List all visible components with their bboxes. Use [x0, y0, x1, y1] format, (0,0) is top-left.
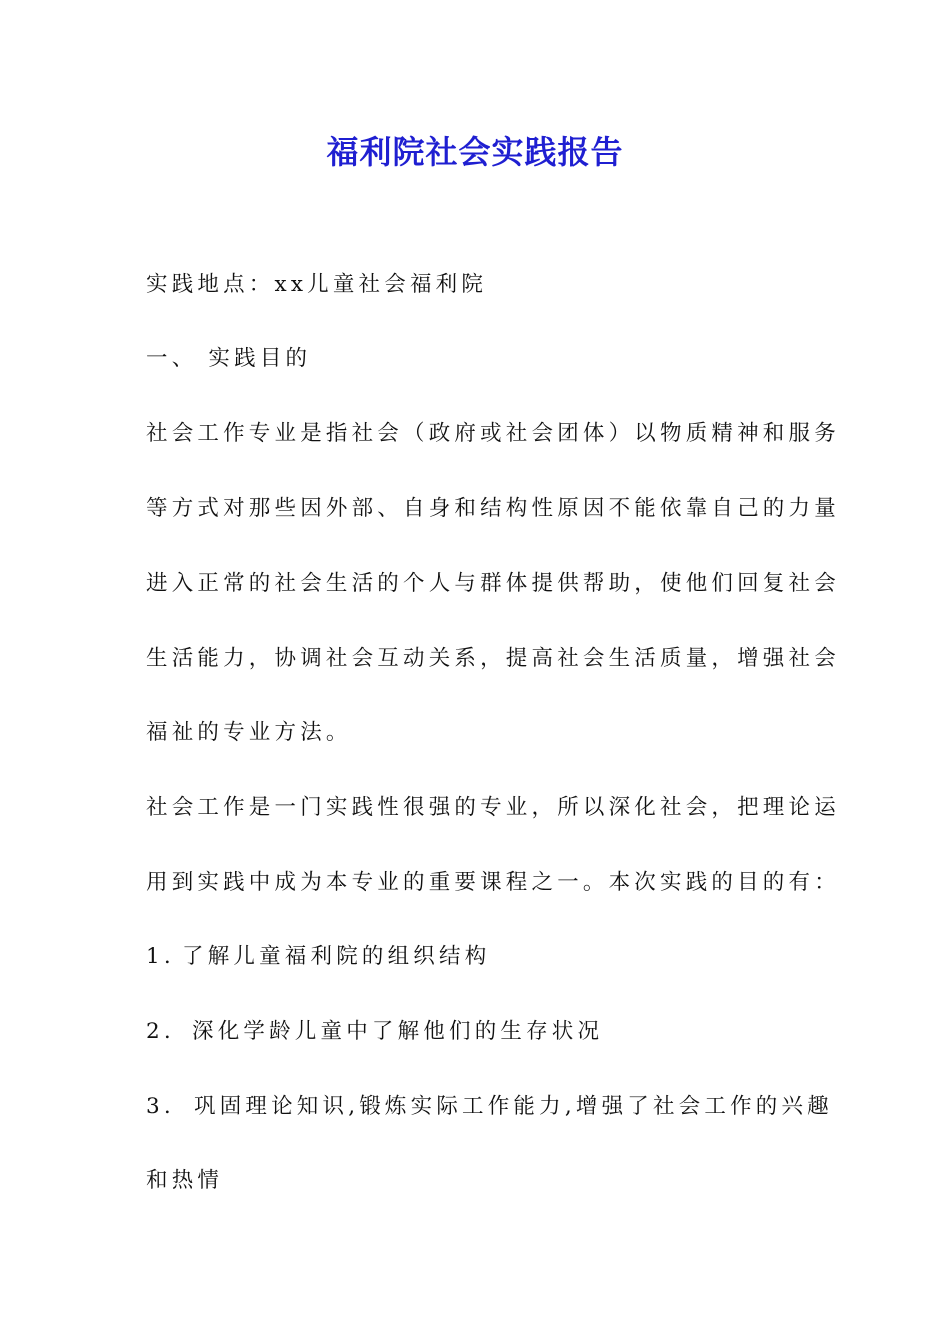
paragraph-line: 等方式对那些因外部、自身和结构性原因不能依靠自己的力量: [146, 496, 840, 521]
list-item-number: 2.: [146, 1019, 175, 1044]
paragraph-line: 社会工作专业是指社会（政府或社会团体）以物质精神和服务: [146, 421, 840, 446]
paragraph-line: 进入正常的社会生活的个人与群体提供帮助，使他们回复社会: [146, 571, 840, 596]
list-item-continuation: 和热情: [146, 1168, 224, 1193]
location-line: 实践地点：xx儿童社会福利院: [146, 272, 488, 297]
list-item-number: 1.: [146, 944, 175, 969]
list-item-number: 3.: [146, 1094, 175, 1119]
section-heading: 一、 实践目的: [146, 346, 312, 371]
paragraph-line: 生活能力，协调社会互动关系，提高社会生活质量，增强社会: [146, 646, 840, 671]
list-item-text: 了解儿童福利院的组织结构: [182, 944, 491, 969]
list-item-text: 巩固理论知识,锻炼实际工作能力,增强了社会工作的兴趣: [194, 1094, 833, 1119]
paragraph-line: 社会工作是一门实践性很强的专业，所以深化社会，把理论运: [146, 795, 840, 820]
document-title: 福利院社会实践报告: [326, 133, 624, 171]
list-item-text: 深化学龄儿童中了解他们的生存状况: [192, 1019, 604, 1044]
list-item: [146, 1091, 833, 1123]
list-item: [146, 941, 826, 973]
list-item: [146, 1016, 826, 1048]
paragraph-line: 用到实践中成为本专业的重要课程之一。本次实践的目的有：: [146, 870, 840, 895]
paragraph-line: 福祉的专业方法。: [146, 720, 352, 745]
